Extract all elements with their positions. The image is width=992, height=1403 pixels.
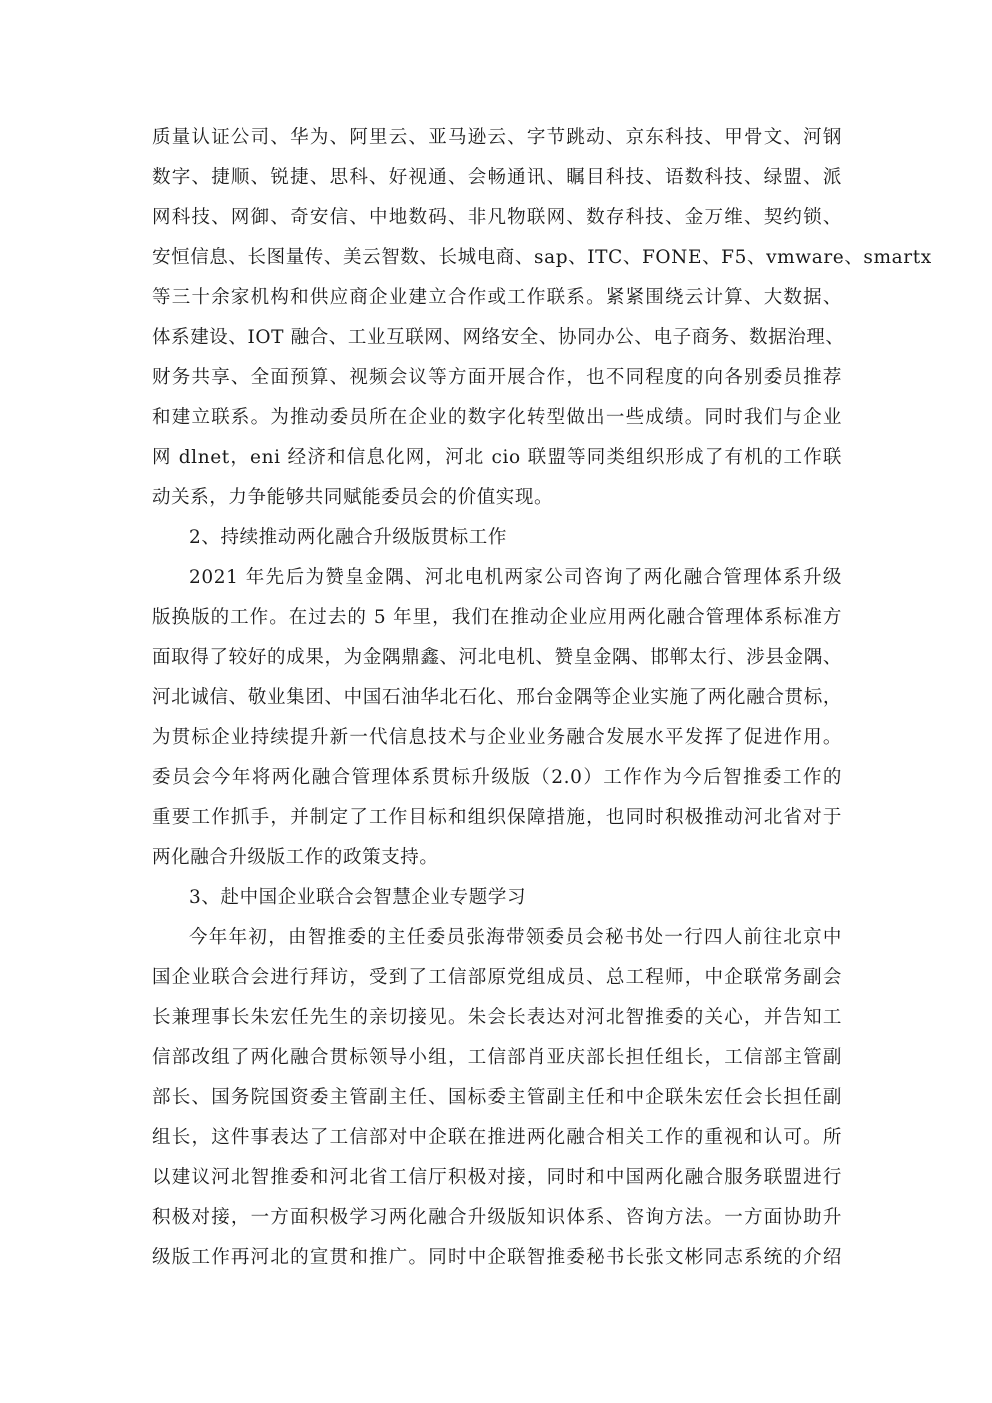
- text-line: 质量认证公司、华为、阿里云、亚马逊云、字节跳动、京东科技、甲骨文、河钢: [152, 127, 842, 148]
- text-line: 长兼理事长朱宏任先生的亲切接见。朱会长表达对河北智推委的关心，并告知工: [152, 1007, 842, 1028]
- section-heading-text: 3、赴中国企业联合会智慧企业专题学习: [189, 887, 527, 908]
- paragraph-visit: [152, 918, 842, 1278]
- document-body: [152, 118, 932, 1278]
- text-line: 网科技、网御、奇安信、中地数码、非凡物联网、数存科技、金万维、契约锁、: [152, 207, 842, 228]
- text-line: 面取得了较好的成果，为金隅鼎鑫、河北电机、赞皇金隅、邯郸太行、涉县金隅、: [152, 647, 842, 668]
- text-line: 安恒信息、长图量传、美云智数、长城电商、sap、ITC、FONE、F5、vmware、smartx: [152, 247, 932, 268]
- text-line: 重要工作抓手，并制定了工作目标和组织保障措施，也同时积极推动河北省对于: [152, 807, 842, 828]
- text-line: 版换版的工作。在过去的 5 年里，我们在推动企业应用两化融合管理体系标准方: [152, 607, 842, 628]
- text-line: 2021 年先后为赞皇金隅、河北电机两家公司咨询了两化融合管理体系升级: [189, 567, 842, 588]
- text-line: 今年年初，由智推委的主任委员张海带领委员会秘书处一行四人前往北京中: [189, 927, 842, 948]
- text-line: 国企业联合会进行拜访，受到了工信部原党组成员、总工程师，中企联常务副会: [152, 967, 842, 988]
- text-line: 级版工作再河北的宣贯和推广。同时中企联智推委秘书长张文彬同志系统的介绍: [152, 1247, 842, 1268]
- text-line: 和建立联系。为推动委员所在企业的数字化转型做出一些成绩。同时我们与企业: [152, 407, 842, 428]
- text-line: 部长、国务院国资委主管副主任、国标委主管副主任和中企联朱宏任会长担任副: [152, 1087, 842, 1108]
- text-line: 财务共享、全面预算、视频会议等方面开展合作，也不同程度的向各别委员推荐: [152, 367, 842, 388]
- text-line: 网 dlnet，eni 经济和信息化网，河北 cio 联盟等同类组织形成了有机的工作联: [152, 447, 842, 468]
- section-heading-3: [152, 878, 842, 918]
- paragraph-integration: [152, 558, 842, 878]
- text-line: 河北诚信、敬业集团、中国石油华北石化、邢台金隅等企业实施了两化融合贯标，: [152, 687, 842, 708]
- text-line: 组长，这件事表达了工信部对中企联在推进两化融合相关工作的重视和认可。所: [152, 1127, 842, 1148]
- text-line: 信部改组了两化融合贯标领导小组，工信部肖亚庆部长担任组长，工信部主管副: [152, 1047, 842, 1068]
- text-line: 等三十余家机构和供应商企业建立合作或工作联系。紧紧围绕云计算、大数据、: [152, 287, 842, 308]
- section-heading-text: 2、持续推动两化融合升级版贯标工作: [189, 527, 507, 548]
- text-line: 为贯标企业持续提升新一代信息技术与企业业务融合发展水平发挥了促进作用。: [152, 727, 842, 748]
- text-line: 委员会今年将两化融合管理体系贯标升级版（2.0）工作作为今后智推委工作的: [152, 767, 842, 788]
- text-line: 两化融合升级版工作的政策支持。: [152, 847, 439, 868]
- text-line: 动关系，力争能够共同赋能委员会的价值实现。: [152, 487, 554, 508]
- text-line: 以建议河北智推委和河北省工信厅积极对接，同时和中国两化融合服务联盟进行: [152, 1167, 842, 1188]
- text-line: 体系建设、IOT 融合、工业互联网、网络安全、协同办公、电子商务、数据治理、: [152, 327, 845, 348]
- text-line: 积极对接，一方面积极学习两化融合升级版知识体系、咨询方法。一方面协助升: [152, 1207, 842, 1228]
- paragraph-partners: [152, 118, 932, 518]
- section-heading-2: [152, 518, 842, 558]
- text-line: 数字、捷顺、锐捷、思科、好视通、会畅通讯、瞩目科技、语数科技、绿盟、派: [152, 167, 842, 188]
